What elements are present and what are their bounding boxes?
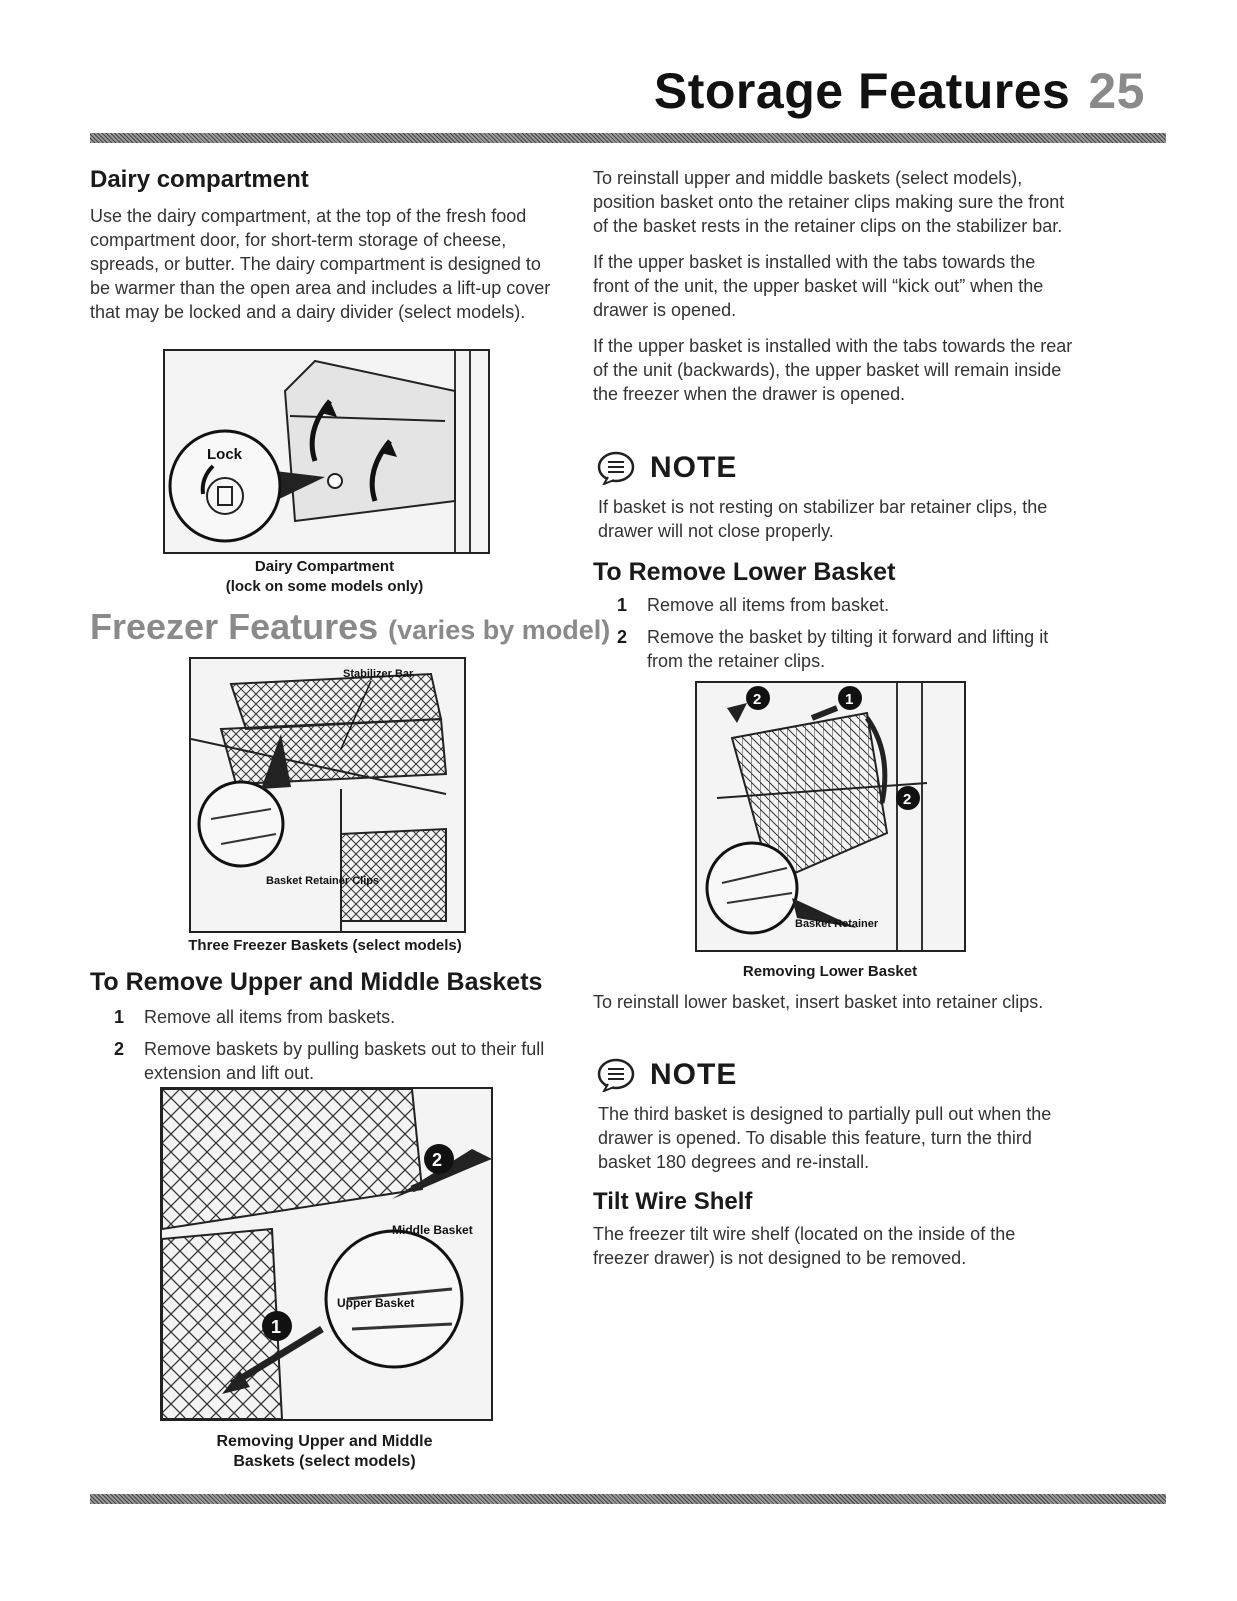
page-title-text: Storage Features: [653, 63, 1071, 119]
remove-upper-step-2: [90, 1037, 560, 1085]
tilt-shelf-section: [593, 1188, 1063, 1270]
step-text: Remove all items from baskets.: [144, 1007, 396, 1027]
reinstall-lower: [593, 990, 1063, 1014]
step-number-icon: 2: [114, 1039, 125, 1059]
header-rule: [90, 133, 1166, 143]
middle-basket-label: Middle Basket: [392, 1223, 473, 1237]
dairy-section: [90, 166, 560, 324]
freezer-caption: Three Freezer Baskets (select models): [188, 937, 462, 954]
tilt-shelf-heading: Tilt Wire Shelf: [593, 1188, 753, 1215]
dairy-body: Use the dairy compartment, at the top of the fresh food compartment door, for short-term storage of cheese, spreads, or butter. The dairy compartment is designed to be warmer than the open area and includes a lift-up cover that may be locked and a dairy divider (select models).: [90, 206, 551, 322]
svg-text:2: 2: [432, 1150, 443, 1170]
reinstall-para-3: If the upper basket is installed with the tabs towards the rear of the unit (backwards), the upper basket will remain inside the freezer when the drawer is opened.: [593, 336, 1073, 404]
tilt-shelf-text: The freezer tilt wire shelf (located on the inside of the freezer drawer) is not designed to be removed.: [593, 1224, 1016, 1268]
upper-middle-figure: [160, 1087, 493, 1421]
upper-basket-label: Upper Basket: [337, 1296, 415, 1310]
lower-basket-figure: [695, 681, 966, 952]
upper-middle-caption: [160, 1432, 489, 1472]
page-number: 25: [1088, 63, 1145, 119]
step-number-icon: 1: [114, 1007, 125, 1027]
basket-retainer-label: Basket Retainer: [795, 918, 879, 930]
lower-basket-caption: Removing Lower Basket: [742, 963, 918, 980]
lock-label: Lock: [207, 446, 243, 463]
step-text: Remove the basket by tilting it forward and lifting it from the retainer clips.: [647, 627, 1049, 671]
remove-upper-section: [90, 968, 560, 1085]
step-number-icon: 2: [617, 627, 628, 647]
remove-upper-step-1: [90, 1005, 560, 1029]
step-text: Remove all items from basket.: [647, 595, 890, 615]
note-icon: [596, 451, 636, 485]
step-number-icon: 1: [617, 595, 628, 615]
step-text: Remove baskets by pulling baskets out to their full extension and lift out.: [144, 1039, 545, 1083]
freezer-heading-main: Freezer Features: [90, 606, 379, 647]
dairy-caption-line1: Dairy Compartment: [254, 558, 395, 575]
stabilizer-bar-label: Stabilizer Bar: [343, 668, 414, 680]
upper-middle-caption-line1: Removing Upper and Middle: [216, 1433, 433, 1450]
dairy-caption-line2: (lock on some models only): [225, 578, 424, 595]
basket-retainer-clips-label: Basket Retainer Clips: [266, 875, 380, 887]
dairy-caption: [163, 557, 486, 597]
note-1: [596, 451, 1066, 543]
note-2: [596, 1058, 1066, 1174]
svg-text:1: 1: [271, 1317, 282, 1337]
note-1-text: If basket is not resting on stabilizer bar retainer clips, the drawer will not close properly.: [598, 497, 1048, 541]
footer-rule: [90, 1494, 1166, 1504]
remove-upper-heading: To Remove Upper and Middle Baskets: [90, 968, 543, 996]
reinstall-para-1: To reinstall upper and middle baskets (select models), position basket onto the retainer clips making sure the front of the basket rests in the retainer clips on the stabilizer bar.: [593, 168, 1065, 236]
dairy-heading: Dairy compartment: [90, 166, 309, 193]
freezer-heading-sub: (varies by model): [388, 615, 611, 645]
remove-lower-section: [593, 558, 1073, 673]
svg-text:2: 2: [903, 791, 912, 808]
svg-text:1: 1: [845, 691, 854, 708]
freezer-heading: [90, 606, 610, 648]
reinstall-para-2: If the upper basket is installed with the tabs towards the front of the unit, the upper basket will “kick out” when the drawer is opened.: [593, 252, 1044, 320]
dairy-figure: [163, 349, 490, 554]
freezer-baskets-figure: [189, 657, 466, 933]
svg-text:2: 2: [753, 691, 762, 708]
reinstall-lower-text: To reinstall lower basket, insert basket into retainer clips.: [593, 992, 1044, 1012]
remove-lower-step-1: [593, 593, 1073, 617]
reinstall-section: [593, 166, 1073, 406]
upper-middle-caption-line2: Baskets (select models): [233, 1453, 416, 1470]
note-1-head: [596, 451, 1066, 485]
remove-lower-step-2: [593, 625, 1073, 673]
page-title: [654, 62, 1145, 120]
note-1-title: NOTE: [650, 451, 738, 484]
note-icon: [596, 1058, 636, 1092]
note-2-text: The third basket is designed to partially pull out when the drawer is opened. To disable this feature, turn the third basket 180 degrees and re-install.: [598, 1104, 1052, 1172]
note-2-head: [596, 1058, 1066, 1092]
remove-lower-heading: To Remove Lower Basket: [593, 558, 896, 586]
note-2-title: NOTE: [650, 1058, 738, 1091]
